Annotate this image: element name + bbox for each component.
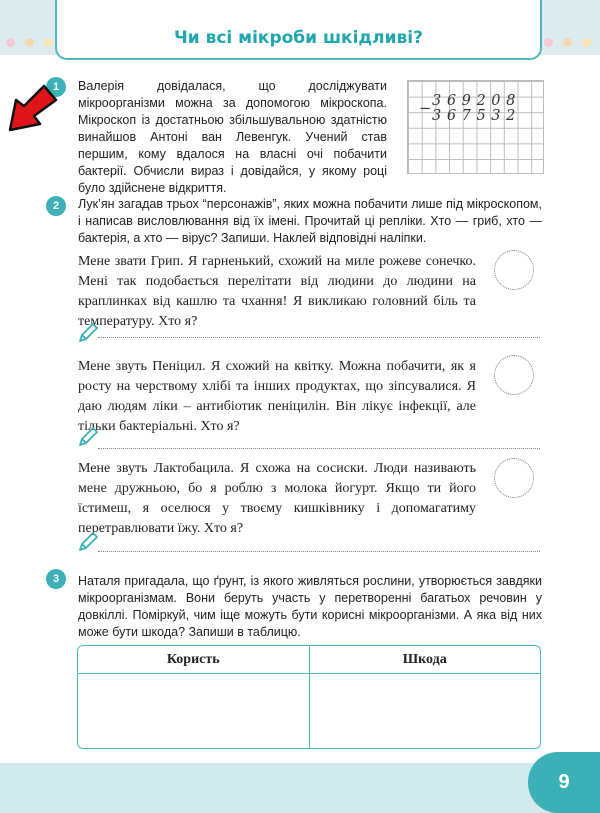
header-harm: Шкода bbox=[309, 646, 541, 673]
bottom-band bbox=[0, 763, 600, 813]
red-arrow-icon bbox=[4, 78, 66, 138]
decor-dot bbox=[582, 38, 591, 47]
pencil-icon bbox=[77, 322, 99, 344]
task-number-badge-2: 2 bbox=[46, 196, 66, 216]
minus-sign: − bbox=[419, 101, 437, 117]
decor-dot bbox=[544, 38, 553, 47]
benefit-answer-cell[interactable] bbox=[78, 674, 309, 749]
sticker-circle-1[interactable] bbox=[494, 250, 534, 290]
subtrahend: 367532 bbox=[432, 108, 521, 124]
decor-dot bbox=[563, 38, 572, 47]
pencil-icon bbox=[77, 426, 99, 448]
riddle-lactobacillus: Мене звуть Лактобацила. Я схожа на сосиски. Люди називають мене дружньою, бо я роблю з молока йогурт. Якщо ти його їстимеш, я оселюся у твоєму кишківнику і допомагатиму перетравлювати їжу. Хто я? bbox=[78, 461, 476, 536]
table-header bbox=[78, 646, 540, 674]
page-number: 9 bbox=[528, 752, 600, 813]
answer-line-3[interactable] bbox=[98, 551, 540, 552]
answer-line-2[interactable] bbox=[98, 448, 540, 449]
decor-dot bbox=[6, 38, 15, 47]
table-body bbox=[78, 674, 540, 749]
benefit-harm-table bbox=[77, 645, 541, 749]
page-title-box bbox=[55, 0, 542, 60]
page-title: Чи всі мікроби шкідливі? bbox=[174, 28, 423, 48]
answer-line-1[interactable] bbox=[98, 337, 540, 338]
sticker-circle-3[interactable] bbox=[494, 458, 534, 498]
riddle-flu: Мене звати Грип. Я гарненький, схожий на миле рожеве сонечко. Мені так подобається перелітати від людини до людини на краплинках від кашлю та чхання! Я викликаю головний біль та температуру. Хто я? bbox=[78, 254, 476, 329]
sticker-circle-2[interactable] bbox=[494, 355, 534, 395]
pencil-icon bbox=[77, 531, 99, 553]
harm-answer-cell[interactable] bbox=[309, 674, 541, 749]
task2-text: Лук’ян загадав трьох “персонажів”, яких можна побачити лише під мікроскопом, і написав висловлювання від їх імені. Прочитай ці репліки. Хто — гриб, хто — бактерія, а хто — вірус? Запиши. Наклей відповідні наліпки. bbox=[78, 197, 542, 245]
task3-text: Наталя пригадала, що ґрунт, із якого живляться рослини, утворюється завдяки мікроорганізмам. Вони беруть участь у перетворенні багатьох речовин у довкіллі. Поміркуй, чим іще можуть бути корисні мікроорганізми. А яка від них може бути шкода? Запиши в таблицю. bbox=[78, 574, 542, 639]
minuend: 369208 bbox=[432, 93, 521, 109]
decor-dot bbox=[25, 38, 34, 47]
task1-text: Валерія довідалася, що досліджувати мікроорганізми можна за допомогою мікроскопа. Мікроскоп із достатньою збільшувальною здатністю винайшов Антоні ван Левенгук. Учений став першим, кому вдалося на власні очі побачити бактерії. Обчисли вираз і довідайся, у якому році було здійснене відкриття. bbox=[78, 79, 387, 195]
riddle-penicillium: Мене звуть Пеніцил. Я схожий на квітку. Можна побачити, як я росту на черствому хлібі та інших продуктах, що зіпсувалися. Я даю людям ліки – антибіотик пеніцилін. Він лікує інфекції, але тільки бактеріальні. Хто я? bbox=[78, 359, 476, 434]
task-number-badge-3: 3 bbox=[46, 569, 66, 589]
header-benefit: Користь bbox=[166, 651, 220, 667]
decor-dot bbox=[44, 38, 53, 47]
task-number-badge-1: 1 bbox=[46, 77, 66, 97]
